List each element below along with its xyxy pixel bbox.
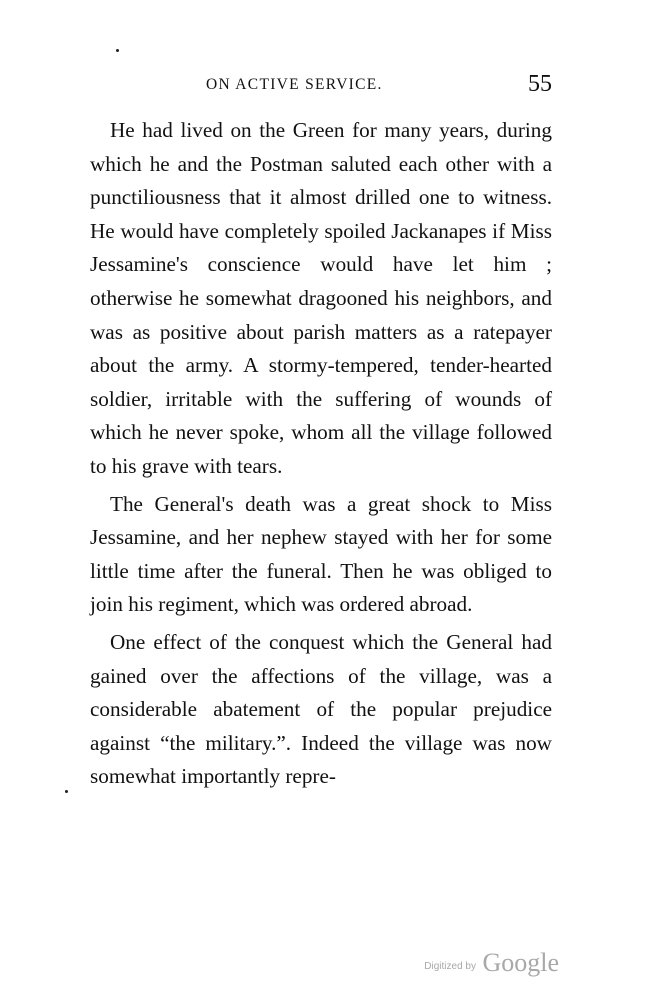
watermark-prefix: Digitized by: [424, 961, 476, 972]
running-head: [90, 71, 552, 104]
paragraph-3: One effect of the conquest which the General had gained over the affections of the village, was a considerable abatement of the popular prejudice against “the military.”. Indeed the village was now somewhat importantly repre-: [90, 629, 552, 789]
watermark-brand: Google: [482, 948, 559, 977]
paragraph-1: He had lived on the Green for many years, during which he and the Postman saluted each other with a punctiliousness that it almost drilled one to witness. He would have completely spoiled Jackanapes if Miss Jessamine's conscience would have let him ; otherwise he somewhat dragooned his neighbors, and was as positive about parish matters as a ratepayer about the army. A stormy-tempered, tender-hearted soldier, irritable with the suffering of wounds of which he never spoke, whom all the village followed to his grave with tears.: [90, 118, 552, 478]
paragraph-2: The General's death was a great shock to Miss Jessamine, and her nephew stayed with her for some little time after the funeral. Then he was obliged to join his regiment, which was ordered abroad.: [90, 491, 552, 617]
body-text: [90, 114, 552, 794]
digitized-watermark: [424, 948, 559, 978]
print-speck: [65, 790, 68, 793]
running-title: ON ACTIVE SERVICE.: [206, 76, 383, 93]
print-speck: [116, 49, 119, 52]
page-number: 55: [528, 71, 552, 97]
